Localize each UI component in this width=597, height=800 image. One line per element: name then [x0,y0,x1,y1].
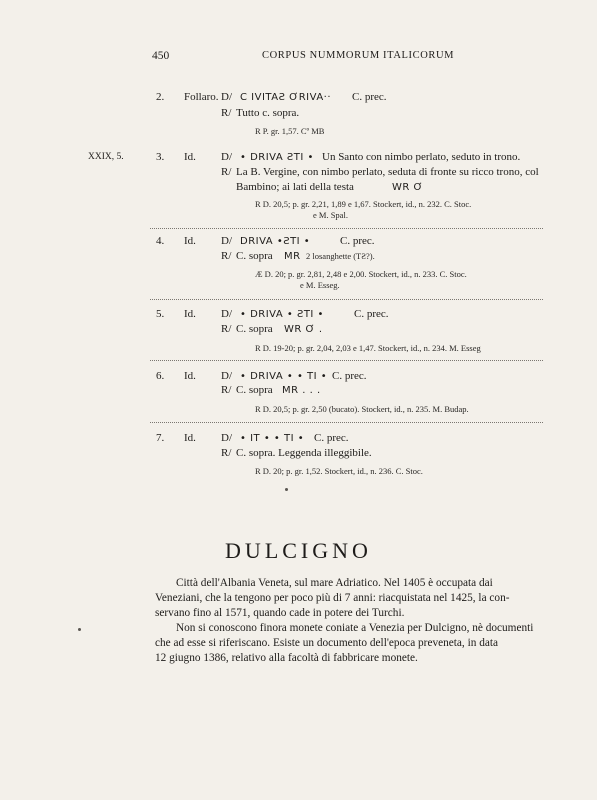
reverse-symbol: R/ [221,107,232,119]
obverse-symbol: D/ [221,151,232,163]
obverse-legend: DRIVA •ƧTI • [240,236,311,247]
reverse-description: C. sopra [236,250,273,262]
reverse-description: La B. Vergine, con nimbo perlato, seduta di fronte su ricco trono, col [236,166,539,178]
reverse-legend: MR [284,251,301,262]
obverse-description: C. prec. [332,370,367,382]
obverse-symbol: D/ [221,91,232,103]
entry-number: 5. [156,308,165,320]
obverse-legend: • DRIVA • ƧTI • [240,309,324,320]
reverse-symbol: R/ [221,166,232,178]
reference: R D. 20,5; p. gr. 2,50 (bucato). Stockert, id., n. 235. M. Budap. [255,404,469,414]
ornament-dot [285,488,288,491]
obverse-symbol: D/ [221,432,232,444]
entry-denomination: Follaro. [184,91,219,103]
obverse-legend: • DRIVA ƧTI • [240,152,314,163]
entry-number: 6. [156,370,165,382]
obverse-symbol: D/ [221,308,232,320]
reverse-description: C. sopra [236,323,273,335]
obverse-legend: C IVITAƧ ƠRIVA·· [240,92,332,103]
reference: R P. gr. 1,57. Cº MB [255,126,325,136]
entry-denomination: Id. [184,308,196,320]
obverse-legend: • IT • • TI • [240,433,305,444]
reverse-description: C. sopra. Leggenda illeggibile. [236,447,372,459]
paragraph-line: che ad esse si riferiscano. Esiste un documento dell'epoca preveneta, in data [155,637,499,649]
page-number: 450 [152,50,170,62]
entry-divider [150,299,543,300]
section-title: DULCIGNO [225,538,372,563]
reverse-description: Tutto c. sopra. [236,107,300,119]
reverse-detail: 2 losanghette (TƧ?). [306,251,375,261]
obverse-symbol: D/ [221,235,232,247]
obverse-description: Un Santo con nimbo perlato, seduto in trono. [322,151,521,163]
obverse-description: C. prec. [354,308,389,320]
reverse-description: C. sopra [236,384,273,396]
reverse-symbol: R/ [221,384,232,396]
reverse-symbol: R/ [221,250,232,262]
reverse-description-cont: Bambino; ai lati della testa [236,181,354,193]
entry-number: 4. [156,235,165,247]
entry-denomination: Id. [184,370,196,382]
reverse-legend: WR Ơ [392,182,424,193]
paragraph-line: Città dell'Albania Veneta, sul mare Adriatico. Nel 1405 è occupata dai [176,577,493,589]
entry-divider [150,422,543,423]
reverse-legend: MR . . . [282,385,321,396]
paragraph-line: Non si conoscono finora monete coniate a Venezia per Dulcigno, nè documenti [176,622,534,634]
entry-number: 7. [156,432,165,444]
entry-number: 2. [156,91,165,103]
paragraph-line: Veneziani, che la tengono per poco più di 7 anni: riacquistata nel 1425, la con- [155,592,510,604]
reverse-symbol: R/ [221,447,232,459]
obverse-description: C. prec. [314,432,349,444]
entry-denomination: Id. [184,432,196,444]
plate-reference: XXIX, 5. [88,152,124,162]
entry-denomination: Id. [184,151,196,163]
running-title: CORPUS NUMMORUM ITALICORUM [262,50,455,61]
margin-mark [78,628,81,631]
obverse-legend: • DRIVA • • TI • [240,371,328,382]
paragraph-line: 12 giugno 1386, relativo alla facoltà di fabbricare monete. [155,652,418,664]
entry-number: 3. [156,151,165,163]
reverse-symbol: R/ [221,323,232,335]
reference-cont: e M. Spal. [313,210,348,220]
reference: Æ D. 20; p. gr. 2,81, 2,48 e 2,00. Stockert, id., n. 233. C. Stoc. [255,269,467,279]
entry-divider [150,360,543,361]
paragraph-line: servano fino al 1571, quando cade in potere dei Turchi. [155,607,405,619]
reference-cont: e M. Esseg. [300,280,340,290]
reference: R D. 20,5; p. gr. 2,21, 1,89 e 1,67. Stockert, id., n. 232. C. Stoc. [255,199,472,209]
reference: R D. 20; p. gr. 1,52. Stockert, id., n. 236. C. Stoc. [255,466,423,476]
obverse-description: C. prec. [340,235,375,247]
obverse-symbol: D/ [221,370,232,382]
entry-denomination: Id. [184,235,196,247]
entry-divider [150,228,543,229]
obverse-description: C. prec. [352,91,387,103]
reverse-legend: WR Ơ . [284,324,323,335]
reference: R D. 19-20; p. gr. 2,04, 2,03 e 1,47. Stockert, id., n. 234. M. Esseg [255,343,481,353]
